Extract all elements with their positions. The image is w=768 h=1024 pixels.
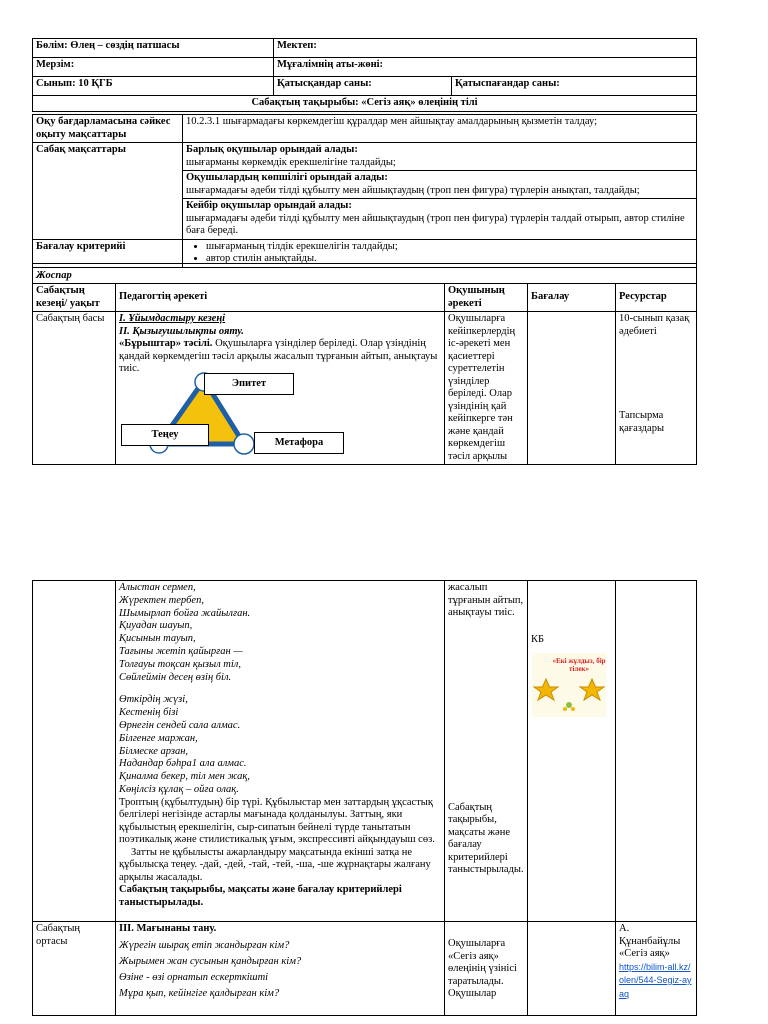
student-text-middle: Оқушыларға «Сегіз аяқ» өлеңінің үзінісі таратылады. Оқушылар (448, 938, 517, 999)
corner-circle (234, 434, 254, 454)
stage-middle: Сабақтың ортасы (33, 922, 116, 1016)
two-stars-badge (532, 653, 606, 717)
comparison-definition: Затты не құбылысты ажарландыру мақсатында екінші затқа не құбылысқа теңеу. -дай, -дей, -тай, -тей, -ша, -ше жұрнақтары жалғану арқылы жасалады. (119, 846, 431, 883)
most-text: шығармадағы әдеби тілді құбылту мен айшықтаудың (троп пен фигура) түрлерін анықтап, талдайды; (186, 184, 640, 196)
assessment-continued (528, 581, 616, 922)
col-resources: Ресурстар (616, 284, 697, 312)
poem-line: Жүректен тербеп, (119, 594, 204, 606)
all-students-cell (183, 143, 697, 171)
some-heading: Кейбір оқушылар орындай алады: (186, 200, 352, 211)
textbook-resource: 10-сынып қазақ әдебиеті (619, 313, 690, 337)
poem-line: Өрнегін сендей сала алмас. (119, 719, 241, 731)
criteria-label: Бағалау критерийі (33, 239, 183, 267)
section-cell: Бөлім: Өлең – сөздің патшасы (33, 39, 274, 58)
most-students-cell (183, 171, 697, 199)
student-activity-middle (445, 922, 528, 1016)
criteria-item: • шығарманың тілдік ерекшелігін талдайды; (206, 241, 693, 254)
some-text: шығармадағы әдеби тілді құбылту мен айшықтаудың (троп пен фигура) түрлерін талдай отырып, автор стиліне баға береді. (186, 212, 685, 236)
poem-line: Жүрегін шырақ етіп жандырған кім? (119, 939, 290, 951)
teacher-activity-continued (116, 581, 445, 922)
program-label: Оқу бағдарламасына сәйкес оқыту мақсаттары (33, 115, 183, 143)
resources-start (616, 312, 697, 465)
student-activity-start: Оқушыларға кейіпкерлердің іс-әрекеті мен қасиеттері суреттелетін үзінділер беріледі. Олар үзіндінің қай кейіпкерге тән және қандай көркемдегіш тәсіл арқылы (445, 312, 528, 465)
student-text-1: жасалып тұрғанын айтып, анықтауы тиіс. (448, 582, 524, 618)
criteria-item: • автор стилін анықтайды. (206, 253, 693, 266)
poem-line: Білгенге маржан, (119, 732, 198, 744)
poem-line: Қиналма бекер, тіл мен жақ, (119, 771, 250, 783)
objectives-table (32, 114, 697, 268)
corners-method-text: Оқушыларға үзінділер беріледі. Олар үзіндінің қандай көркемдегіш тәсіл арқылы жасалып тұрғанын айтып, анықтауы тиіс. (119, 338, 438, 374)
epithet-box: Эпитет (204, 373, 294, 395)
poem-line: Шымырлап бойға жайылған. (119, 607, 251, 619)
poem-line: Кестенің бізі (119, 707, 179, 719)
badge-caption: «Екі жұлдыз, бір тілек» (552, 657, 606, 673)
org-stage: І. Ұйымдастыру кезеңі (119, 313, 226, 324)
lesson-objectives-label: Сабақ мақсаттары (33, 143, 183, 240)
date-cell: Мерзім: (33, 58, 274, 77)
header-table (32, 38, 697, 112)
teacher-cell: Мұғалімнің аты-жөні: (274, 58, 697, 77)
poem-line: Мұра қып, кейінгіге қалдырған кім? (119, 987, 280, 999)
school-cell: Мектеп: (274, 39, 697, 58)
motivation-stage: ІІ. Қызығушылықты ояту. (119, 325, 244, 337)
col-student: Оқушының әрекеті (445, 284, 528, 312)
poem-line: Көңілсіз құлақ – ойға олақ. (119, 783, 239, 795)
student-activity-continued (445, 581, 528, 922)
corners-method-title: «Бұрыштар» тәсілі. (119, 338, 213, 349)
poem-fragment-2 (119, 694, 441, 796)
poem-line: Алыстан сермеп, (119, 582, 196, 593)
stars-icon (532, 653, 606, 717)
some-students-cell (183, 199, 697, 240)
resources-middle (616, 922, 697, 1016)
metaphor-box: Метафора (254, 432, 344, 454)
task-sheets-resource: Тапсырма қағаздары (619, 410, 664, 434)
col-stage: Сабақтың кезеңі/ уақыт (33, 284, 116, 312)
poem-line: Қиуадан шауып, (119, 620, 193, 632)
formative-assessment-label: КБ (531, 634, 545, 645)
assessment-middle (528, 922, 616, 1016)
present-cell: Қатысқандар саны: (274, 77, 452, 96)
poem-line: Надандар бәһра1 ала алмас. (119, 758, 247, 770)
resources-continued (616, 581, 697, 922)
grade-cell: Сынып: 10 ҚГБ (33, 77, 274, 96)
stage-start-continued (33, 581, 116, 922)
most-heading: Оқушылардың көпшілігі орындай алады: (186, 172, 388, 183)
teacher-activity-middle (116, 922, 445, 1016)
metaphor-definition: Троптың (құбылтудың) бір түрі. Құбылыстар мен заттардың ұқсастық белгілері негізінде астарлы мағынада қолданылуы. Заттың, яки құбылыстың ерекшелігін, сыр-сипатын бейнелі түрде танытатын поэтикалық және стилистикалық ұғым, экспрессивті айқындауыш сөз. (119, 796, 435, 846)
meaning-stage-heading: ІІІ. Мағынаны тану. (119, 923, 217, 934)
poem-fragment-1 (119, 582, 441, 684)
plan-table (32, 263, 697, 465)
poem-link[interactable]: https://bilim-all.kz/olen/544-Segiz-ayaq (619, 961, 692, 999)
poem-line: Өткірдің жүзі, (119, 694, 188, 706)
all-text: шығарманы көркемдік ерекшелігіне талдайды; (186, 156, 396, 168)
topic-introduced: Сабақтың тақырыбы, мақсаты және бағалау критерийлері таныстырылады. (119, 884, 402, 908)
poem-line: Жырымен жан сусынын қандырған кім? (119, 955, 302, 967)
col-teacher: Педагогтің әрекеті (116, 284, 445, 312)
poem-line: Тағыны жетіп қайырған — (119, 645, 243, 657)
student-text-2: Сабақтың тақырыбы, мақсаты және бағалау критерийлері таныстырылады. (448, 801, 524, 875)
plan-table-continued (32, 580, 697, 1016)
program-value: 10.2.3.1 шығармадағы көркемдегіш құралдар мен айшықтау амалдарының қызметін талдау; (183, 115, 697, 143)
topic-cell: Сабақтың тақырыбы: «Сегіз аяқ» өлеңінің тілі (33, 96, 697, 112)
author-resource: А. Құнанбайұлы «Сегіз аяқ» (619, 923, 681, 959)
plan-label: Жоспар (33, 264, 697, 284)
poem-line: Сөйлеймін десең өзің біл. (119, 671, 232, 683)
poem-line: Білмеске арзан, (119, 745, 189, 757)
poem-line: Қисынын тауып, (119, 633, 196, 645)
assessment-start (528, 312, 616, 465)
col-assess: Бағалау (528, 284, 616, 312)
teacher-activity-start (116, 312, 445, 465)
comparison-box: Теңеу (121, 424, 209, 446)
stage-start: Сабақтың басы (33, 312, 116, 465)
absent-cell: Қатыспағандар саны: (452, 77, 697, 96)
poem-line: Толғауы тоқсан қызыл тіл, (119, 658, 241, 670)
all-heading: Барлық оқушылар орындай алады: (186, 144, 358, 155)
poem-line: Өзіне - өзі орнатып ескерткішті (119, 971, 269, 983)
